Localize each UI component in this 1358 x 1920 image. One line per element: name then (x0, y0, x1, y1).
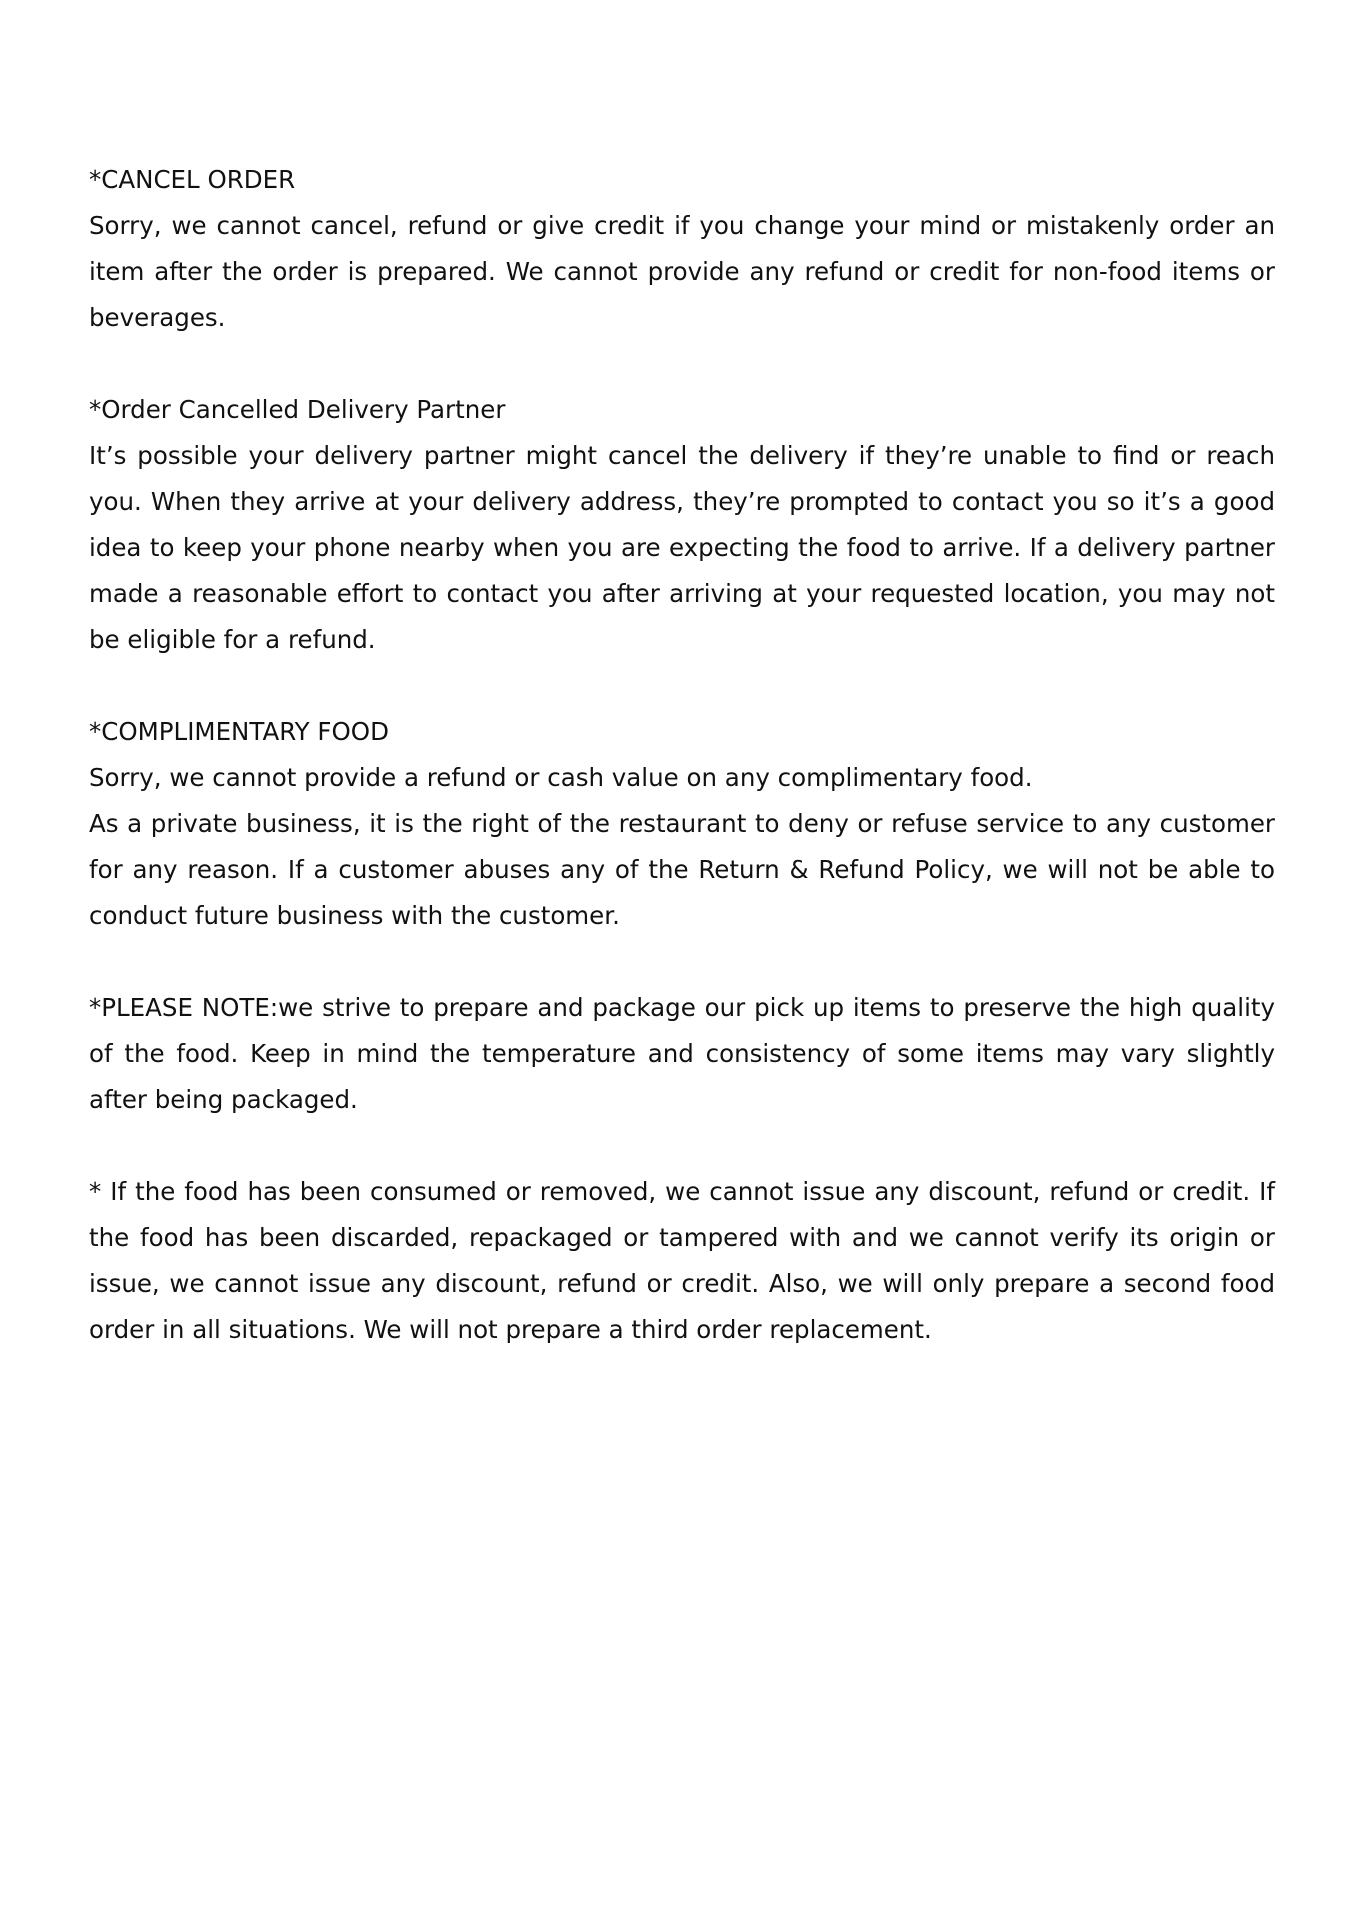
section-please-note (89, 985, 1275, 1123)
section-paragraph: As a private business, it is the right of the restaurant to deny or refuse service to any customer for any reason. If a customer abuses any of the Return & Refund Policy, we will not be able to conduct future business with the customer. (89, 809, 1275, 930)
section-heading: *COMPLIMENTARY FOOD (89, 717, 389, 746)
note-label: *PLEASE NOTE: (89, 993, 279, 1022)
section-paragraph: It’s possible your delivery partner might cancel the delivery if they’re unable to find or reach you. When they arrive at your delivery address, they’re prompted to contact you so it’s a good idea to keep your phone nearby when you are expecting the food to arrive. If a delivery partner made a reasonable effort to contact you after arriving at your requested location, you may not be eligible for a refund. (89, 441, 1275, 654)
section-food-consumed-notice (89, 1169, 1275, 1353)
note-text: we strive to prepare and package our pick up items to preserve the high quality of the food. Keep in mind the temperature and consistency of some items may vary slightly after being packaged. (89, 993, 1276, 1114)
section-cancel-order (89, 157, 1275, 341)
section-paragraph (89, 985, 1275, 1123)
section-complimentary-food (89, 709, 1275, 939)
section-paragraph: Sorry, we cannot cancel, refund or give credit if you change your mind or mistakenly order an item after the order is prepared. We cannot provide any refund or credit for non-food items or beverages. (89, 211, 1275, 332)
policy-document (89, 157, 1275, 1399)
section-paragraph: Sorry, we cannot provide a refund or cash value on any complimentary food. (89, 763, 1033, 792)
section-paragraph: * If the food has been consumed or removed, we cannot issue any discount, refund or credit. If the food has been discarded, repackaged or tampered with and we cannot verify its origin or issue, we cannot issue any discount, refund or credit. Also, we will only prepare a second food order in all situations. We will not prepare a third order replacement. (89, 1177, 1275, 1344)
section-order-cancelled-delivery-partner (89, 387, 1275, 663)
section-heading: *Order Cancelled Delivery Partner (89, 395, 506, 424)
section-heading: *CANCEL ORDER (89, 165, 296, 194)
